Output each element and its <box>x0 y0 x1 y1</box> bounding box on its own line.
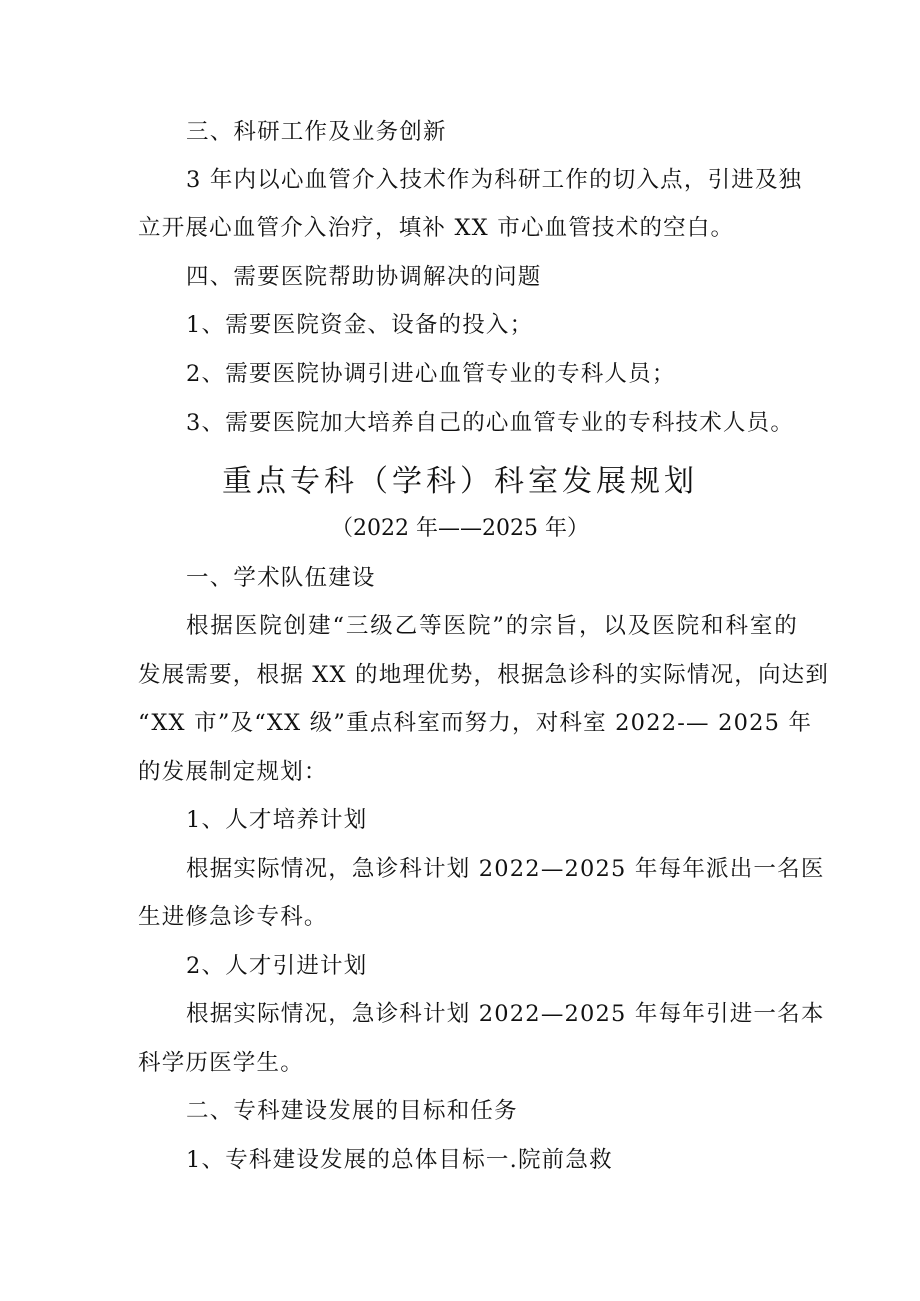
section-3-paragraph-line-1: 3 年内以心血管介入技术作为科研工作的切入点，引进及独 <box>186 167 803 193</box>
goals-item-1: 1、专科建设发展的总体目标一.院前急救 <box>186 1147 613 1173</box>
talent-intro-line-2: 科学历医学生。 <box>138 1050 304 1076</box>
academic-team-paragraph-line-2: 发展需要，根据 XX 的地理优势，根据急诊科的实际情况，向达到 <box>138 662 830 688</box>
document-subtitle: （2022 年——2025 年） <box>331 516 589 541</box>
document-title: 重点专科（学科）科室发展规划 <box>222 464 698 499</box>
academic-team-paragraph-line-4: 的发展制定规划： <box>138 759 328 785</box>
section-4-item-1: 1、需要医院资金、设备的投入； <box>186 312 534 338</box>
section-4-item-2: 2、需要医院协调引进心血管专业的专科人员； <box>186 361 676 387</box>
talent-training-line-2: 生进修急诊专科。 <box>138 904 328 930</box>
talent-intro-heading: 2、人才引进计划 <box>186 953 368 979</box>
section-3-heading: 三、科研工作及业务创新 <box>186 119 447 145</box>
section-4-item-3: 3、需要医院加大培养自己的心血管专业的专科技术人员。 <box>186 410 795 436</box>
talent-training-line-1: 根据实际情况，急诊科计划 2022—2025 年每年派出一名医 <box>186 856 825 882</box>
talent-training-heading: 1、人才培养计划 <box>186 807 368 833</box>
talent-intro-line-1: 根据实际情况，急诊科计划 2022—2025 年每年引进一名本 <box>186 1001 825 1027</box>
academic-team-heading: 一、学术队伍建设 <box>186 565 376 591</box>
section-4-heading: 四、需要医院帮助协调解决的问题 <box>186 264 542 290</box>
section-3-paragraph-line-2: 立开展心血管介入治疗，填补 XX 市心血管技术的空白。 <box>138 215 735 241</box>
academic-team-paragraph-line-1: 根据医院创建“三级乙等医院”的宗旨，以及医院和科室的 <box>186 613 798 639</box>
academic-team-paragraph-line-3: “XX 市”及“XX 级”重点科室而努力，对科室 2022-— 2025 年 <box>138 710 813 736</box>
goals-heading: 二、专科建设发展的目标和任务 <box>186 1098 518 1124</box>
